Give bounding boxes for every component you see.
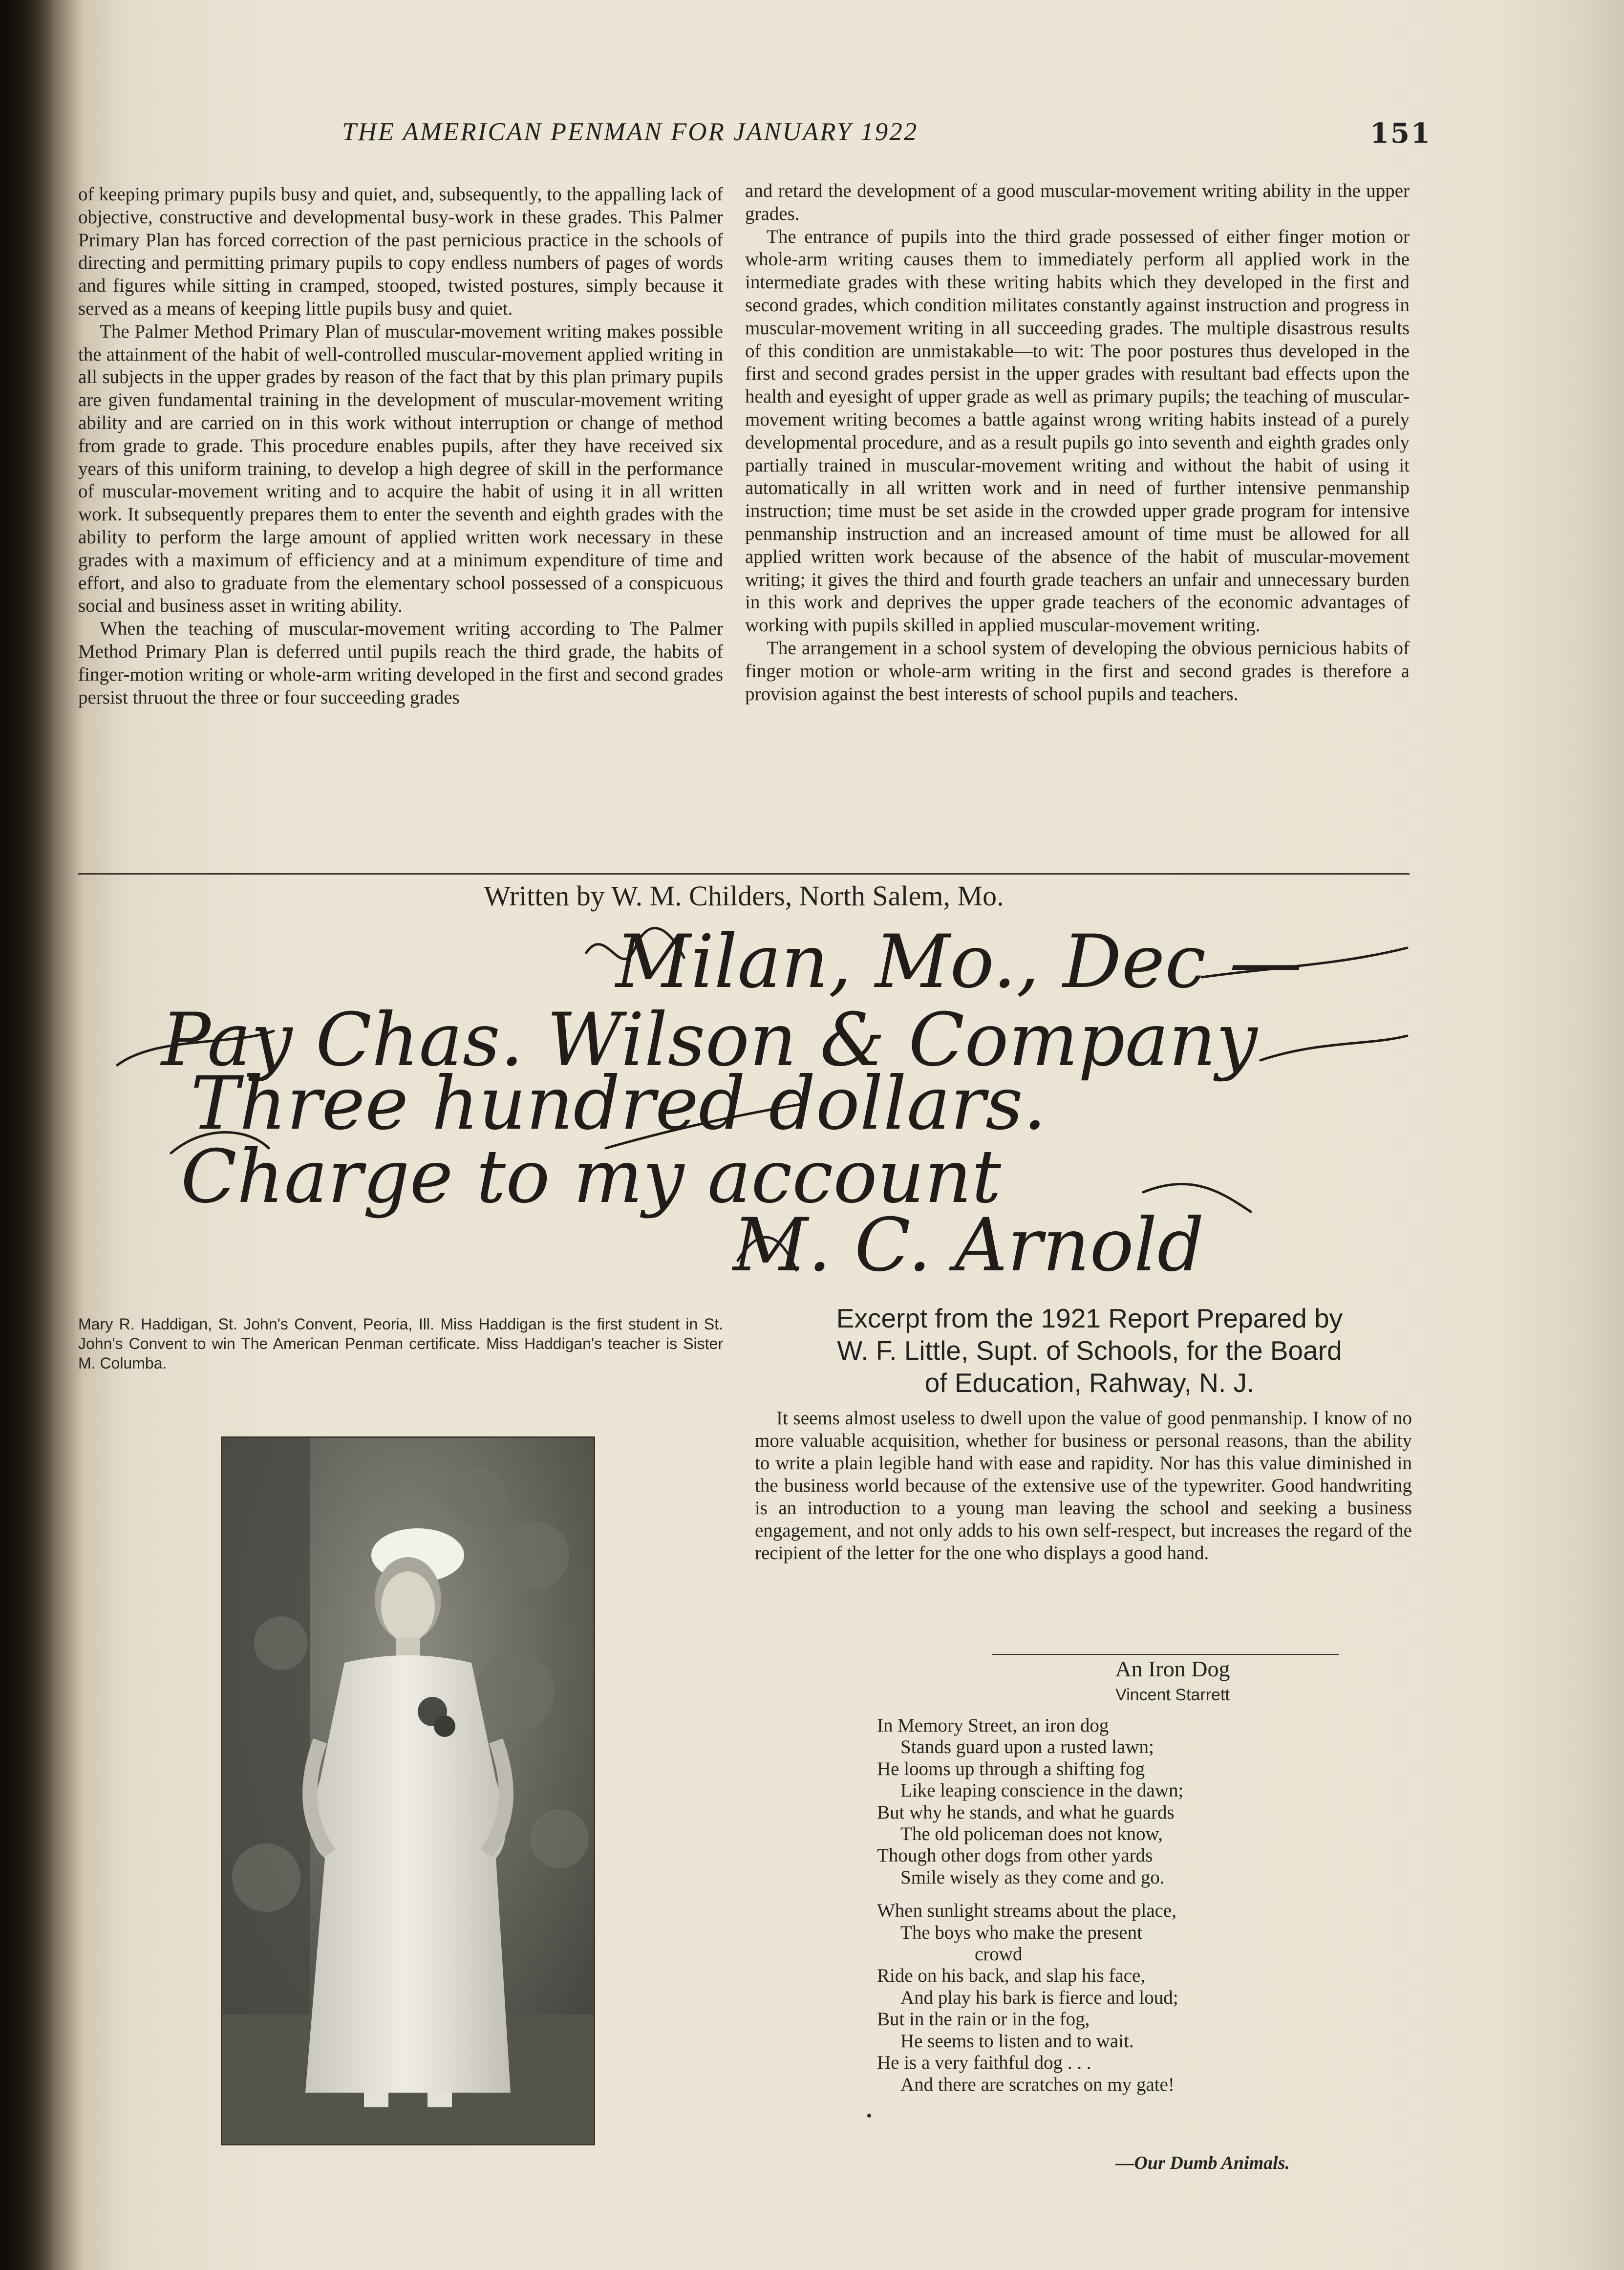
right-column [745,180,1410,706]
poem-line: The boys who make the present [900,1922,1142,1943]
running-head: THE AMERICAN PENMAN FOR JANUARY 1922 [342,118,919,146]
excerpt-title-line-1: Excerpt from the 1921 Report Prepared by [836,1303,1343,1333]
poem-line: And there are scratches on my gate! [900,2074,1175,2095]
left-column [78,183,723,709]
poem-line: Smile wisely as they come and go. [900,1866,1165,1888]
excerpt-title-line-2: W. F. Little, Supt. of Schools, for the Board [837,1335,1342,1366]
poem-source: —Our Dumb Animals. [1115,2153,1290,2173]
poem-title: An Iron Dog [1115,1656,1230,1681]
excerpt-title-line-3: of Education, Rahway, N. J. [924,1368,1255,1398]
specimen-line-3: Three hundred dollars. [191,1061,1047,1146]
poem-line: When sunlight streams about the place, [877,1900,1176,1922]
specimen-line-4: Charge to my account [181,1135,1002,1220]
left-paragraph-3: When the teaching of muscular-movement writing according to The Palmer Method Primary Plan is deferred until pupils reach the third grade, the habits of finger-motion writing or whole-arm writing developed in the first and second grades persist thruout the three or four succeeding grades [78,618,723,708]
right-paragraph-2: The entrance of pupils into the third grade possessed of either finger motion or whole-arm writing causes them to immediately perform all applied work in the intermediate grades with these writing habits which they developed in the first and second grades, which condition militates constantly against instruction and progress in muscular-movement writing in all succeeding grades. The multiple disastrous results of this condition are unmistakable—to wit: The poor postures thus developed in the first and second grades persist in the upper grades with resultant bad effects upon the health and eyesight of upper grade as well as primary pupils; the teaching of muscular-movement writing becomes a battle against wrong writing habits instead of a purely developmental procedure, and as a result pupils go into seventh and eighth grades only partially trained in muscular-movement writing and without the habit of using it automatically in all written work and in need of further intensive penmanship instruction; time must be set aside in the crowded upper grade program for intensive penmanship instruction and an increased amount of time must be allowed for all applied written work because of the absence of the habit of muscular-movement writing; it gives the third and fourth grade teachers an unfair and unnecessary burden in this work and deprives the upper grade teachers of the economic advantages of working with pupils skilled in applied muscular-movement writing. [745,226,1410,636]
poem-line: In Memory Street, an iron dog [877,1715,1109,1736]
poem-line: The old policeman does not know, [900,1823,1163,1845]
poem-line: But in the rain or in the fog, [877,2009,1090,2030]
specimen-signature: M. C. Arnold [733,1203,1204,1288]
excerpt-title [750,1302,1429,1399]
specimen-line-2: Pay Chas. Wilson & Company [161,998,1258,1083]
poem-line: Like leaping conscience in the dawn; [900,1780,1184,1801]
poem-stanza-1 [877,1715,1414,1888]
page-number: 151 [1370,117,1432,150]
specimen-line-1: Milan, Mo., Dec — [616,920,1303,1005]
specimen-heading: Written by W. M. Childers, North Salem, Mo. [484,880,1004,912]
binding-shadow [0,0,54,2270]
poem-line: Though other dogs from other yards [877,1845,1153,1866]
left-paragraph-1: of keeping primary pupils busy and quiet, and, subsequently, to the appalling lack of objective, constructive and developmental busy-work in these grades. This Palmer Primary Plan has forced correction of the past pernicious practice in the schools of directing and permitting primary pupils to copy endless numbers of pages of words and figures while sitting in cramped, stooped, twisted postures, simply because it served as a means of keeping little pupils busy and quiet. [78,184,723,319]
poem-line: But why he stands, and what he guards [877,1801,1175,1823]
poem-body [877,1715,1414,2107]
right-paragraph-1: and retard the development of a good muscular-movement writing ability in the upper grades. [745,180,1410,224]
poem-line: crowd [975,1944,1023,1965]
poem-line: Stands guard upon a rusted lawn; [900,1736,1154,1758]
poem-stanza-2 [877,1900,1414,2096]
student-photograph [221,1436,595,2145]
right-paragraph-3: The arrangement in a school system of developing the obvious pernicious habits of finger motion or whole-arm writing in the first and second grades is therefore a provision against the best interests of school pupils and teachers. [745,637,1410,705]
poem-line: He looms up through a shifting fog [877,1758,1145,1779]
poem-line: He seems to listen and to wait. [900,2030,1134,2052]
excerpt-paragraph: It seems almost useless to dwell upon the value of good penmanship. I know of no more valuable acquisition, whether for business or personal reasons, than the ability to write a plain legible hand with ease and rapidity. Nor has this value diminished in the business world because of the extensive use of the typewriter. Good handwriting is an introduction to a young man leaving the school and seeking a business engagement, and not only adds to his own self-respect, but increases the regard of the recipient of the letter for the one who displays a good hand. [755,1408,1412,1563]
left-paragraph-2: The Palmer Method Primary Plan of muscular-movement writing makes possible the attainment of the habit of well-controlled muscular-movement applied writing in all subjects in the upper grades by reason of the fact that by this plan primary pupils are given fundamental training in the development of muscular-movement writing ability and are carried on in this work without interruption or change of method from grade to grade. This procedure enables pupils, after they have received six years of this uniform training, to develop a high degree of skill in the performance of muscular-movement writing and to acquire the habit of using it in all written work. It subsequently prepares them to enter the seventh and eighth grades with the ability to perform the large amount of applied written work necessary in these grades with a maximum of efficiency and at a minimum expenditure of time and effort, and also to graduate from the elementary school possessed of a conspicuous social and business asset in writing ability. [78,321,723,617]
excerpt-body [755,1407,1412,1564]
handwriting-specimen [88,919,1446,1290]
poem-line: Ride on his back, and slap his face, [877,1965,1146,1987]
print-speck [867,2114,871,2118]
poem-line: And play his bark is fierce and loud; [900,1987,1178,2008]
photo-caption: Mary R. Haddigan, St. John's Convent, Peoria, Ill. Miss Haddigan is the first student in St. John's Convent to win The American Penman certificate. Miss Haddigan's teacher is Sister M. Columba. [78,1315,723,1372]
poem-author: Vincent Starrett [1115,1686,1230,1704]
poem-line: He is a very faithful dog . . . [877,2052,1091,2074]
section-divider [78,873,1410,875]
